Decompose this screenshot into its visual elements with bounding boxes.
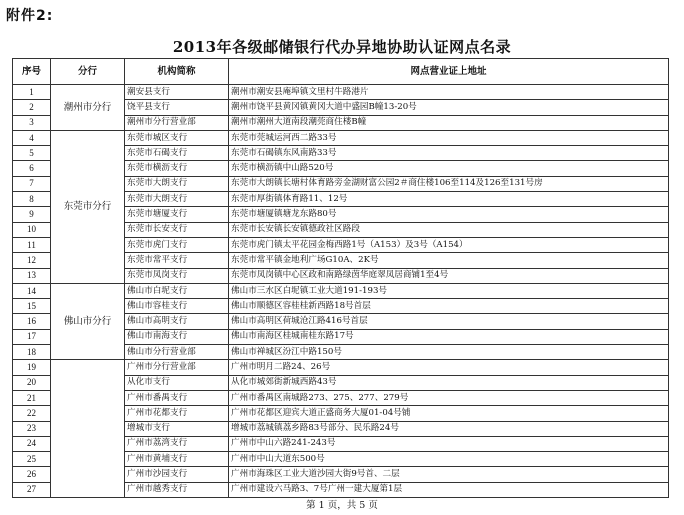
header-no: 序号 [13,59,51,85]
address-cell: 广州市中山六路241-243号 [229,436,669,451]
address-cell: 东莞市塘厦镇塘龙东路80号 [229,207,669,222]
institution-cell: 东莞市大朗支行 [125,192,229,207]
row-number: 11 [13,237,51,252]
institution-cell: 佛山市高明支行 [125,314,229,329]
address-cell: 东莞市大朗镇长塘村体育路旁金湖财富公园2＃商住楼106至114及126至131号房 [229,176,669,191]
branch-table [12,58,669,498]
row-number: 2 [13,100,51,115]
institution-cell: 广州市黄埔支行 [125,452,229,467]
address-cell: 东莞市凤岗镇中心区政和南路绿茵华庭翠凤居商铺1至4号 [229,268,669,283]
institution-cell: 东莞市长安支行 [125,222,229,237]
table-body [13,85,669,498]
institution-cell: 东莞市凤岗支行 [125,268,229,283]
institution-cell: 东莞市大朗支行 [125,176,229,191]
address-cell: 潮州市饶平县黄冈镇黄冈大道中盛园B幢13-20号 [229,100,669,115]
header-address: 网点营业证上地址 [229,59,669,85]
row-number: 22 [13,406,51,421]
institution-cell: 广州市花都支行 [125,406,229,421]
row-number: 21 [13,390,51,405]
address-cell: 东莞市横沥镇中山路520号 [229,161,669,176]
institution-cell: 广州市沙园支行 [125,467,229,482]
row-number: 13 [13,268,51,283]
header-branch: 分行 [51,59,125,85]
row-number: 24 [13,436,51,451]
row-number: 19 [13,360,51,375]
table-row [13,85,669,100]
row-number: 6 [13,161,51,176]
institution-cell: 佛山市白坭支行 [125,283,229,298]
institution-cell: 从化市支行 [125,375,229,390]
document-title: 2013年各级邮储银行代办异地协助认证网点名录 [172,38,512,56]
row-number: 12 [13,253,51,268]
address-cell: 东莞市石碣镇东风南路33号 [229,146,669,161]
branch-cell [51,360,125,498]
table-row [13,130,669,145]
institution-cell: 佛山市分行营业部 [125,345,229,360]
branch-cell: 东莞市分行 [51,130,125,283]
address-cell: 潮州市潮安县庵埠镇文里村牛路港片 [229,85,669,100]
row-number: 23 [13,421,51,436]
row-number: 20 [13,375,51,390]
table-row [13,283,669,298]
row-number: 4 [13,130,51,145]
institution-cell: 佛山市容桂支行 [125,299,229,314]
row-number: 25 [13,452,51,467]
table-header-row [13,59,669,85]
row-number: 16 [13,314,51,329]
address-cell: 佛山市三水区白坭镇工业大道191-193号 [229,283,669,298]
row-number: 7 [13,176,51,191]
institution-cell: 东莞市石碣支行 [125,146,229,161]
institution-cell: 饶平县支行 [125,100,229,115]
row-number: 14 [13,283,51,298]
address-cell: 佛山市高明区荷城沧江路416号首层 [229,314,669,329]
address-cell: 东莞市长安镇长安镇德政社区路段 [229,222,669,237]
row-number: 1 [13,85,51,100]
address-cell: 东莞市厚街镇体育路11、12号 [229,192,669,207]
institution-cell: 东莞市横沥支行 [125,161,229,176]
branch-cell: 佛山市分行 [51,283,125,359]
institution-cell: 东莞市塘厦支行 [125,207,229,222]
address-cell: 广州市番禺区南城路273、275、277、279号 [229,390,669,405]
address-cell: 佛山市南海区桂城南桂东路17号 [229,329,669,344]
institution-cell: 潮州市分行营业部 [125,115,229,130]
row-number: 9 [13,207,51,222]
attachment-label: 附件2: [6,8,54,24]
branch-cell: 潮州市分行 [51,85,125,131]
address-cell: 从化市城郊街新城西路43号 [229,375,669,390]
row-number: 18 [13,345,51,360]
address-cell: 东莞市莞城运河西二路33号 [229,130,669,145]
table-row [13,360,669,375]
institution-cell: 佛山市南海支行 [125,329,229,344]
page-footer: 第 1 页，共 5 页 [306,500,378,511]
row-number: 5 [13,146,51,161]
row-number: 26 [13,467,51,482]
row-number: 8 [13,192,51,207]
address-cell: 广州市建设六马路3、7号广州一建大厦第1层 [229,482,669,497]
address-cell: 佛山市顺德区容桂桂新西路18号首层 [229,299,669,314]
address-cell: 广州市海珠区工业大道沙园大街9号首、二层 [229,467,669,482]
address-cell: 东莞市常平镇金地利广场G10A、2K号 [229,253,669,268]
row-number: 27 [13,482,51,497]
institution-cell: 增城市支行 [125,421,229,436]
institution-cell: 东莞市城区支行 [125,130,229,145]
institution-cell: 潮安县支行 [125,85,229,100]
address-cell: 广州市花都区迎宾大道正盛商务大厦01-04号铺 [229,406,669,421]
header-institution: 机构简称 [125,59,229,85]
institution-cell: 广州市番禺支行 [125,390,229,405]
address-cell: 东莞市虎门镇太平花园金梅西路1号（A153）及3号（A154） [229,237,669,252]
address-cell: 增城市荔城镇荔乡路83号部分、民乐路24号 [229,421,669,436]
institution-cell: 东莞市常平支行 [125,253,229,268]
address-cell: 佛山市禅城区汾江中路150号 [229,345,669,360]
institution-cell: 广州市分行营业部 [125,360,229,375]
row-number: 10 [13,222,51,237]
institution-cell: 广州市荔湾支行 [125,436,229,451]
address-cell: 潮州市潮州大道南段潮莞商住楼B幢 [229,115,669,130]
institution-cell: 东莞市虎门支行 [125,237,229,252]
address-cell: 广州市明月二路24、26号 [229,360,669,375]
row-number: 3 [13,115,51,130]
address-cell: 广州市中山大道东500号 [229,452,669,467]
row-number: 15 [13,299,51,314]
row-number: 17 [13,329,51,344]
institution-cell: 广州市越秀支行 [125,482,229,497]
